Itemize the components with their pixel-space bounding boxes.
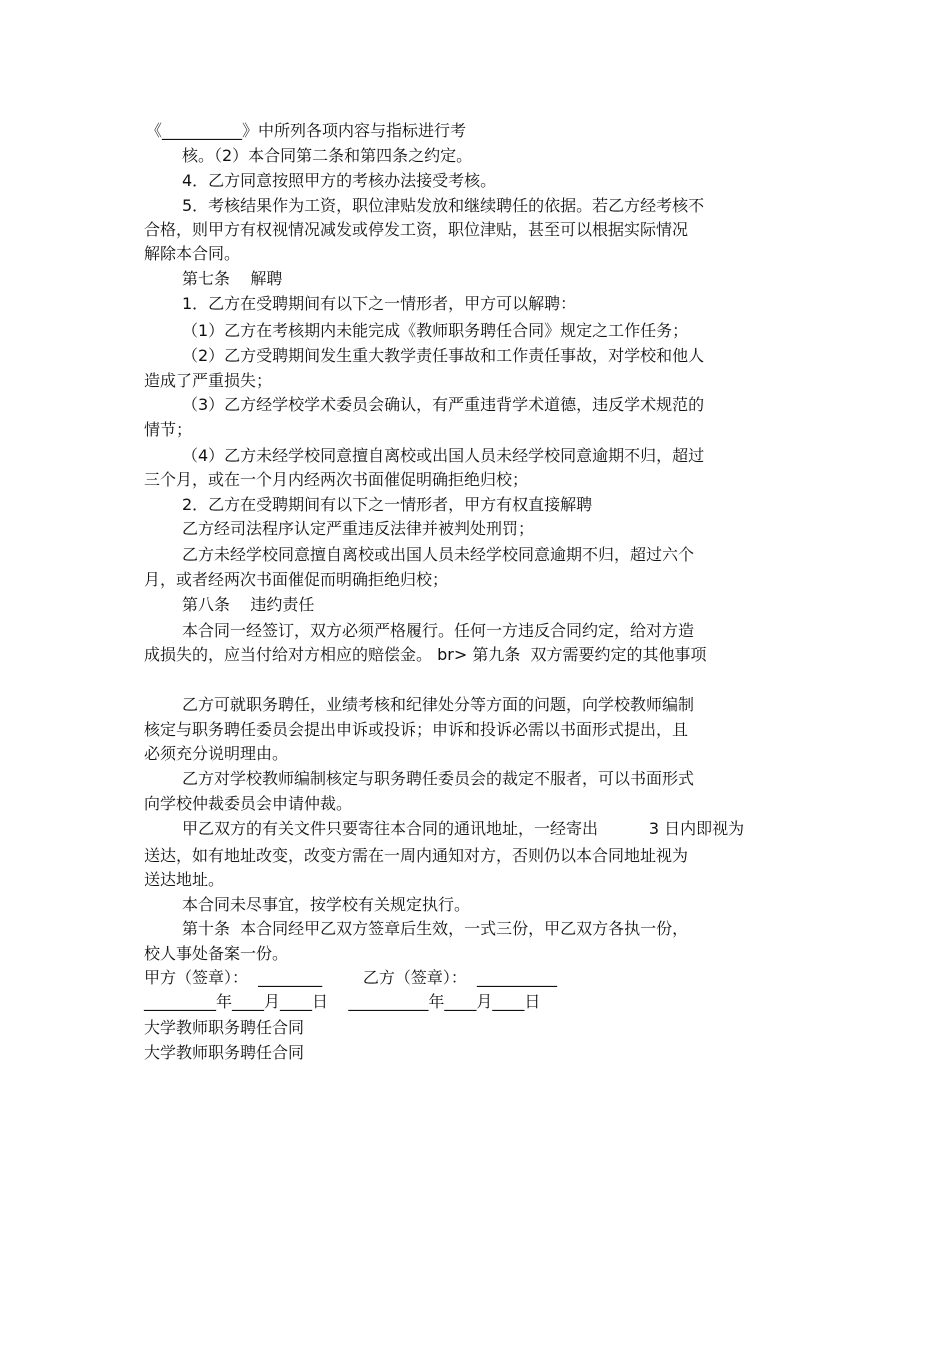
text-line: 三个月，或在一个月内经两次书面催促明确拒绝归校；: [144, 470, 529, 489]
text-line: 送达，如有地址改变，改变方需在一周内通知对方，否则仍以本合同地址视为: [144, 846, 689, 865]
text-line: 送达地址。: [144, 870, 225, 889]
text-line: 成损失的，应当付给对方相应的赔偿金。 br> 第九条 双方需要约定的其他事项: [144, 645, 707, 664]
date-line: _________年____月____日 __________年____月____日: [144, 992, 541, 1011]
signature-line: 甲方（签章）： ________ 乙方（签章）： __________: [144, 968, 558, 987]
text-line: 造成了严重损失；: [144, 371, 273, 390]
text-line: 核定与职务聘任委员会提出申诉或投诉；申诉和投诉必需以书面形式提出，且: [144, 720, 689, 739]
text-line: 解除本合同。: [144, 244, 241, 263]
section-heading: 第七条 解聘: [182, 269, 283, 288]
text-line: 甲乙双方的有关文件只要寄往本合同的通讯地址，一经寄出 3 日内即视为: [182, 819, 745, 838]
section-heading: 第八条 违约责任: [182, 595, 315, 614]
text-line: 5．考核结果作为工资，职位津贴发放和继续聘任的依据。若乙方经考核不: [182, 196, 705, 215]
text-line: 向学校仲裁委员会申请仲裁。: [144, 794, 353, 813]
text-line: 4．乙方同意按照甲方的考核办法接受考核。: [182, 171, 497, 190]
text-line: 《__________》中所列各项内容与指标进行考: [146, 121, 467, 140]
text-line: 必须充分说明理由。: [144, 744, 289, 763]
text-line: 乙方对学校教师编制核定与职务聘任委员会的裁定不服者，可以书面形式: [182, 769, 695, 788]
document-title: 大学教师职务聘任合同: [144, 1043, 305, 1062]
text-line: （4）乙方未经学校同意擅自离校或出国人员未经学校同意逾期不归，超过: [182, 446, 705, 465]
text-line: 乙方未经学校同意擅自离校或出国人员未经学校同意逾期不归，超过六个: [182, 545, 695, 564]
text-line: 第十条 本合同经甲乙双方签章后生效，一式三份，甲乙双方各执一份，: [182, 919, 689, 938]
text-line: 合格，则甲方有权视情况减发或停发工资，职位津贴，甚至可以根据实际情况: [144, 220, 689, 239]
text-line: 乙方经司法程序认定严重违反法律并被判处刑罚；: [182, 519, 535, 538]
text-line: 1．乙方在受聘期间有以下之一情形者，甲方可以解聘：: [182, 294, 577, 313]
text-line: 月，或者经两次书面催促而明确拒绝归校；: [144, 570, 449, 589]
document-title: 大学教师职务聘任合同: [144, 1018, 305, 1037]
text-line: 校人事处备案一份。: [144, 944, 289, 963]
text-line: 本合同一经签订，双方必须严格履行。任何一方违反合同约定，给对方造: [182, 621, 695, 640]
text-line: （2）乙方受聘期间发生重大教学责任事故和工作责任事故，对学校和他人: [182, 346, 705, 365]
text-line: 乙方可就职务聘任，业绩考核和纪律处分等方面的问题，向学校教师编制: [182, 695, 695, 714]
text-line: （1）乙方在考核期内未能完成《教师职务聘任合同》规定之工作任务；: [182, 321, 689, 340]
text-line: 2．乙方在受聘期间有以下之一情形者，甲方有权直接解聘: [182, 495, 593, 514]
text-line: 本合同未尽事宜，按学校有关规定执行。: [182, 895, 471, 914]
text-line: 情节；: [144, 420, 193, 439]
text-line: 核。（2）本合同第二条和第四条之约定。: [182, 146, 473, 165]
text-line: （3）乙方经学校学术委员会确认，有严重违背学术道德，违反学术规范的: [182, 395, 705, 414]
